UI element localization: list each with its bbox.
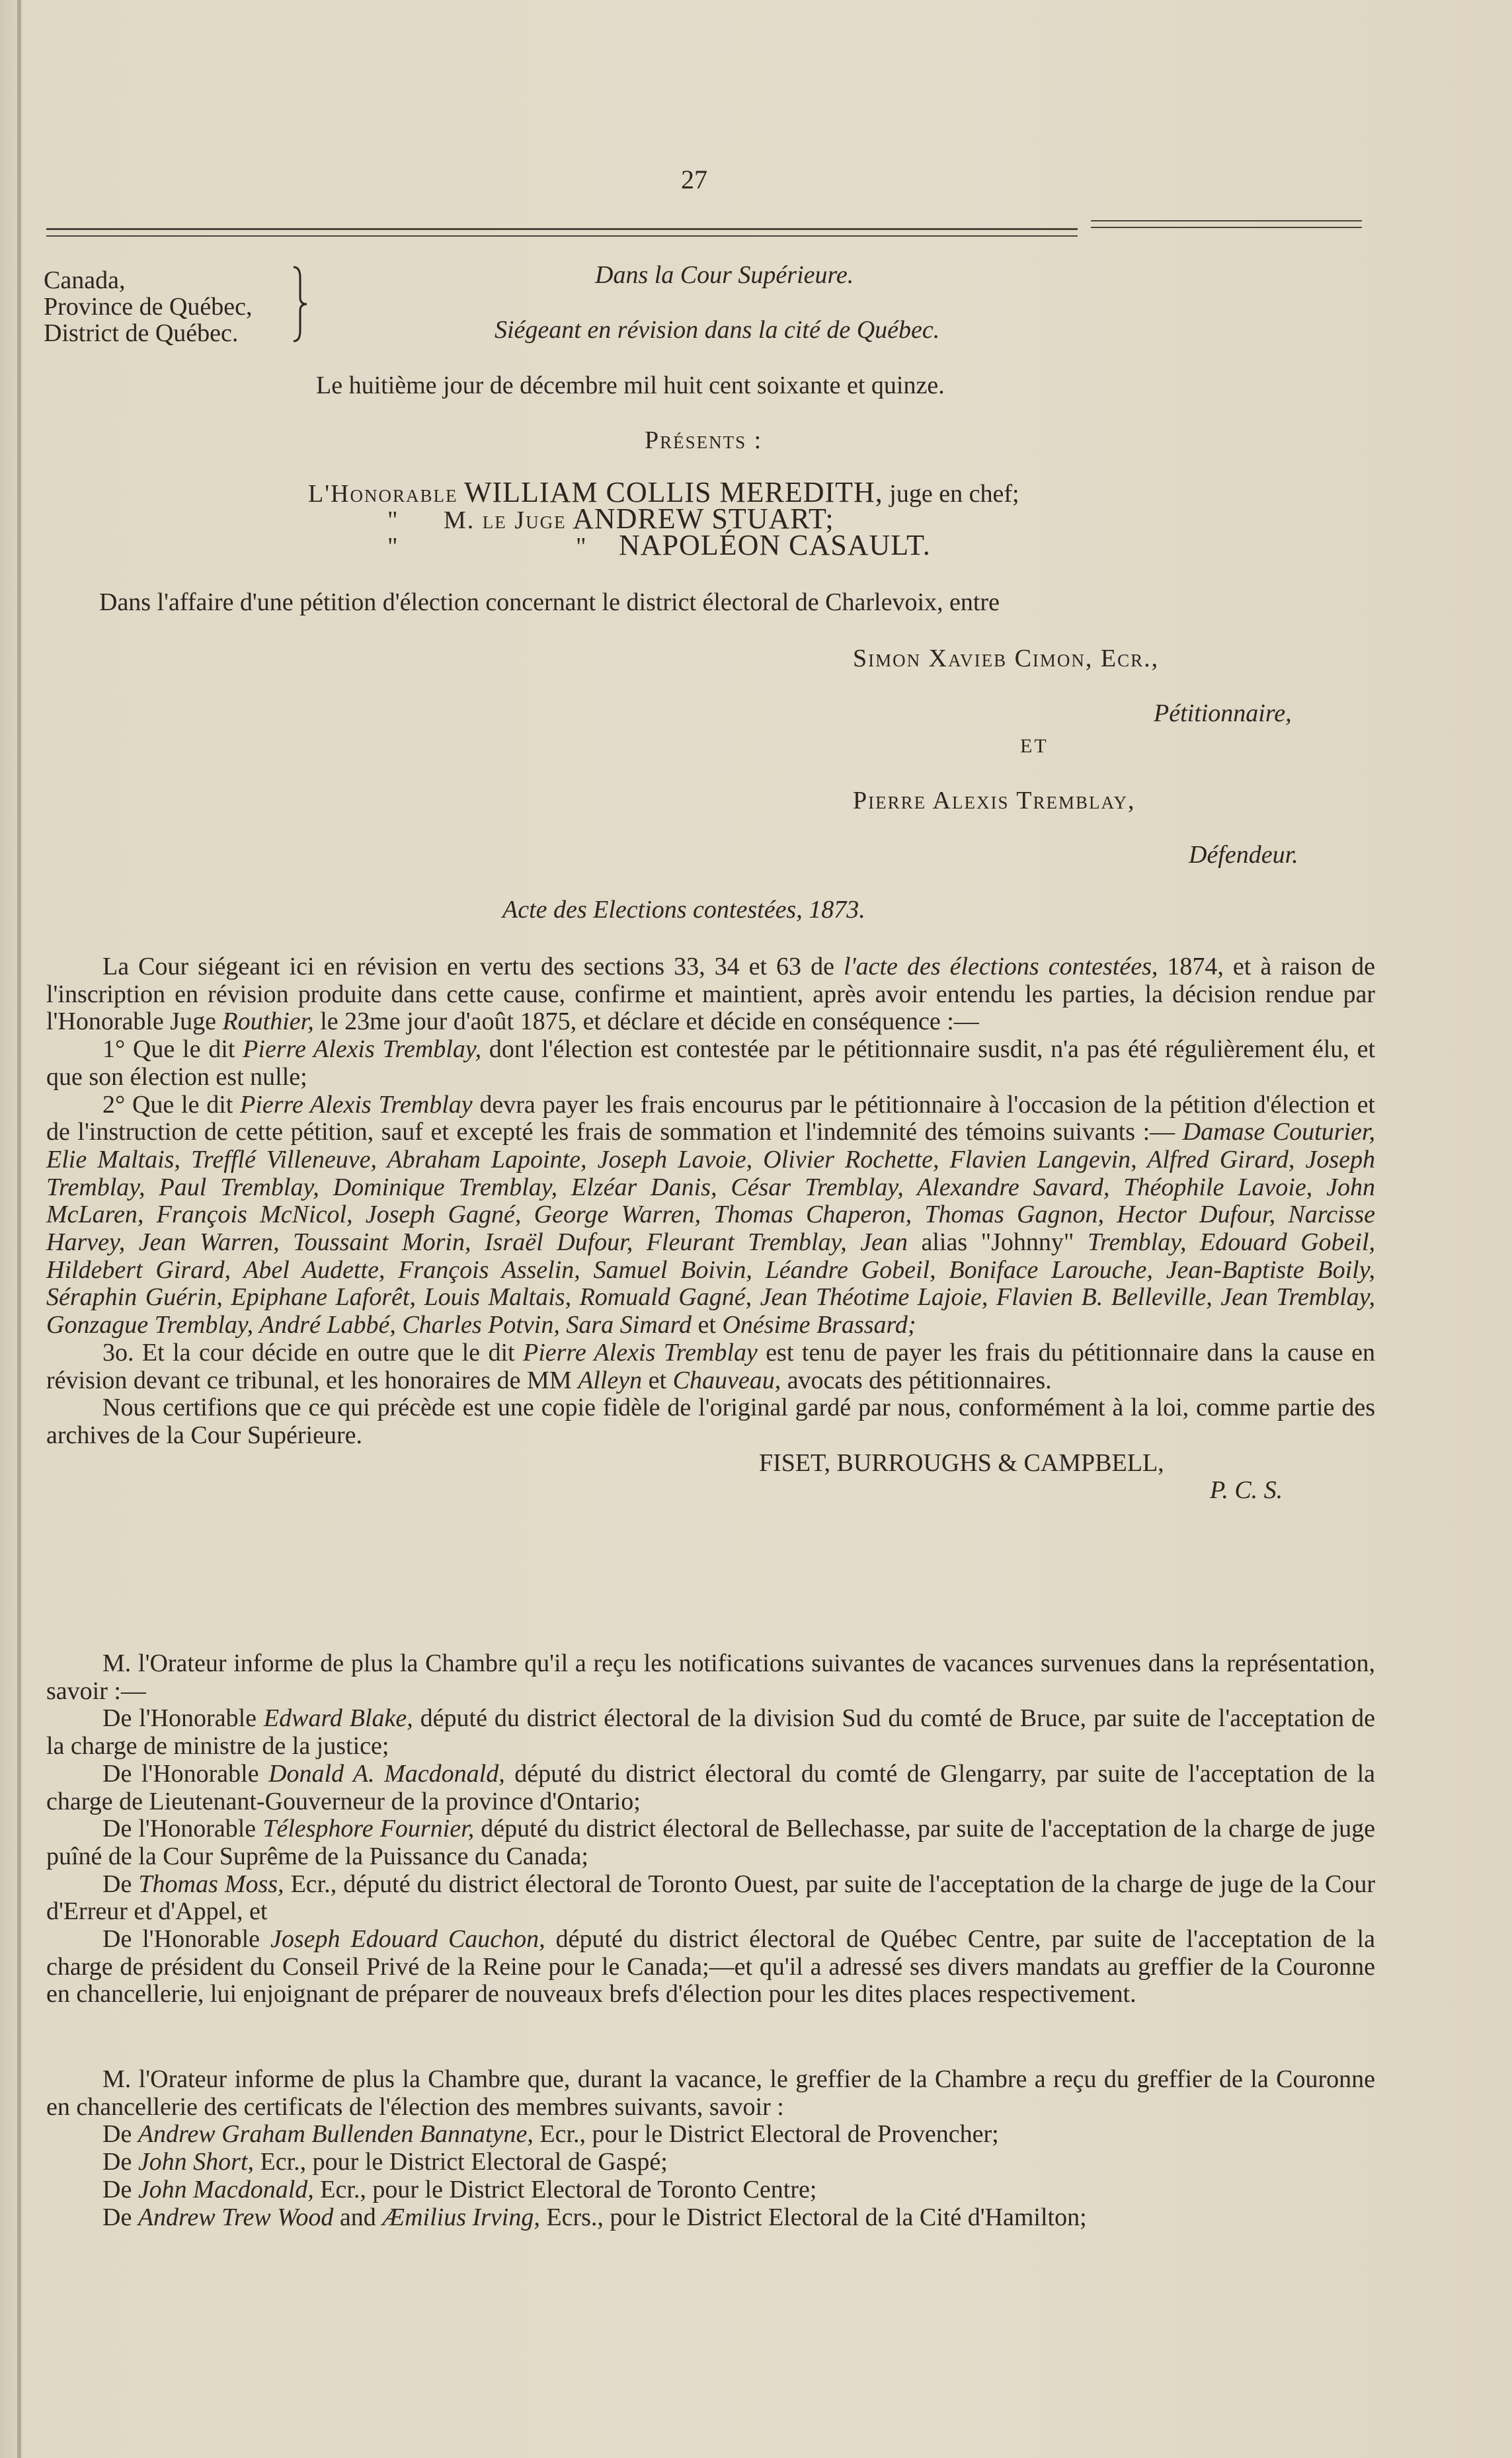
date-line: Le huitième jour de décembre mil huit cent soixante et quinze. (316, 372, 945, 399)
certificates-intro: M. l'Orateur informe de plus la Chambre que, durant la vacance, le greffier de la Chambre a reçu du greffier de la Couronne en chancellerie des certificats de l'élection des membres suivants, savoir : (46, 2065, 1375, 2121)
venue-block (44, 267, 253, 346)
certificate-item: De John Macdonald, Ecr., pour le District Electoral de Toronto Centre; (102, 2175, 817, 2203)
venue-line-1: Canada, (44, 266, 126, 294)
venue-line-3: District de Québec. (44, 319, 239, 347)
certificate-item: De Andrew Graham Bullenden Bannatyne, Ecr., pour le District Electoral de Provencher; (102, 2120, 999, 2149)
vacancy-item: De Thomas Moss, Ecr., député du district électoral de Toronto Ouest, par suite de l'acceptation de la charge de juge de la Cour d'Erreur et d'Appel, et (46, 1870, 1375, 1926)
signature-sub: P. C. S. (1210, 1476, 1283, 1505)
header-rule-right-2 (1091, 227, 1362, 228)
certificates-section (46, 2066, 1375, 2231)
certificate-item: De Andrew Trew Wood and Æmilius Irving, Ecrs., pour le District Electoral de la Cité d'Hamilton; (102, 2203, 1087, 2231)
vacancy-item: De l'Honorable Donald A. Macdonald, député du district électoral du comté de Glengarry, par suite de l'acceptation de la charge de Lieutenant-Gouverneur de la province d'Ontario; (46, 1759, 1375, 1815)
petitioner-role: Pétitionnaire, (1154, 699, 1292, 727)
affair-line: Dans l'affaire d'une pétition d'élection concernant le district électoral de Charlevoix, entre (99, 588, 1000, 616)
judge-name: NAPOLÉON CASAULT. (619, 529, 931, 561)
defendant-name: Pierre Alexis Tremblay, (853, 787, 1136, 814)
act-title: Acte des Elections contestées, 1873. (502, 896, 865, 924)
judges-list (308, 476, 1019, 561)
court-name: Dans la Cour Supérieure. (595, 261, 854, 289)
header-rule-left (46, 228, 1078, 230)
et-label: ET (1020, 735, 1049, 757)
defendant-role: Défendeur. (1189, 841, 1298, 869)
header-rule-right (1091, 220, 1362, 221)
venue-line-2: Province de Québec, (44, 293, 253, 321)
presents-heading: Présents : (645, 426, 763, 454)
petitioner-name: Simon Xavieb Cimon, Ecr., (853, 645, 1160, 672)
judgment-intro: La Cour siégeant ici en révision en vertu des sections 33, 34 et 63 de l'acte des élections contestées, 1874, et à raison de l'inscription en révision produite dans cette cause, confirme et maintient, après avoir entendu les parties, la décision rendue par l'Honorable Juge Routhier, le 23me jour d'août 1875, et déclare et décide en conséquence :— (46, 953, 1375, 1036)
judge-name: ANDREW STUART; (573, 502, 834, 535)
page-number: 27 (681, 165, 707, 194)
certificate-item: De John Short, Ecr., pour le District Electoral de Gaspé; (102, 2148, 668, 2176)
vacancy-item: De l'Honorable Télesphore Fournier, député du district électoral de Bellechasse, par suite de l'acceptation de la charge de juge puîné de la Cour Suprême de la Puissance du Canada; (46, 1815, 1375, 1870)
judgment-point-3: 3o. Et la cour décide en outre que le dit Pierre Alexis Tremblay est tenu de payer les frais du pétitionnaire dans la cause en révision devant ce tribunal, et les honoraires de MM Alleyn et Chauveau, avocats des pétitionnaires. (46, 1338, 1375, 1394)
judge-name: WILLIAM COLLIS MEREDITH, (464, 476, 883, 508)
judge-row-1: L'Honorable WILLIAM COLLIS MEREDITH, juge en chef; (308, 476, 1019, 508)
judgment-section (46, 953, 1375, 1505)
judgment-point-1: 1° Que le dit Pierre Alexis Tremblay, dont l'élection est contestée par le pétitionnaire susdit, n'a pas été régulièrement élu, et que son élection est nulle; (46, 1035, 1376, 1091)
vacancy-item: De l'Honorable Joseph Edouard Cauchon, député du district électoral de Québec Centre, par suite de l'acceptation de la charge de président du Conseil Privé de la Reine pour le Canada;—et qu'il a adressé ses divers mandats au greffier de la Couronne en chancellerie, lui enjoignant de préparer de nouveaux brefs d'élection pour les dites places respectivement. (46, 1925, 1375, 2008)
vacancies-section (46, 1650, 1375, 2008)
brace-icon (291, 264, 311, 344)
binding-shadow (17, 0, 21, 2458)
signature: FISET, BURROUGHS & CAMPBELL, (759, 1448, 1164, 1477)
judgment-point-2: 2° Que le dit Pierre Alexis Tremblay devra payer les frais encourus par le pétitionnaire à l'occasion de la pétition d'élection et de l'instruction de cette pétition, sauf et excepté les frais de sommation et l'indemnité des témoins suivants :— Damase Couturier, Elie Maltais, Trefflé Villeneuve, Abraham Lapointe, Joseph Lavoie, Olivier Rochette, Flavien Langevin, Alfred Girard, Joseph Tremblay, Paul Tremblay, Dominique Tremblay, Elzéar Danis, César Tremblay, Alexandre Savard, Théophile Lavoie, John McLaren, François McNicol, Joseph Gagné, George Warren, Thomas Chaperon, Thomas Gagnon, Hector Dufour, Narcisse Harvey, Jean Warren, Toussaint Morin, Israël Dufour, Fleurant Tremblay, Jean alias "Johnny" Tremblay, Edouard Gobeil, Hildebert Girard, Abel Audette, François Asselin, Samuel Boivin, Léandre Gobeil, Boniface Larouche, Jean-Baptiste Boily, Séraphin Guérin, Epiphane Laforêt, Louis Maltais, Romuald Gagné, Jean Théotime Lajoie, Flavien B. Belleville, Jean Tremblay, Gonzague Tremblay, André Labbé, Charles Potvin, Sara Simard et Onésime Brassard; (46, 1090, 1375, 1339)
judge-row-3: " " NAPOLÉON CASAULT. (387, 529, 931, 561)
judge-row-2: " M. le Juge ANDREW STUART; (387, 502, 834, 535)
vacancies-intro: M. l'Orateur informe de plus la Chambre qu'il a reçu les notifications suivantes de vacances survenues dans la représentation, savoir :— (46, 1649, 1375, 1705)
court-sitting: Siégeant en révision dans la cité de Québec. (495, 316, 940, 344)
header-rule-left-2 (46, 235, 1078, 237)
certification: Nous certifions que ce qui précède est une copie fidèle de l'original gardé par nous, conformément à la loi, comme partie des archives de la Cour Supérieure. (46, 1394, 1375, 1449)
vacancy-item: De l'Honorable Edward Blake, député du district électoral de la division Sud du comté de Bruce, par suite de l'acceptation de la charge de ministre de la justice; (46, 1704, 1375, 1761)
